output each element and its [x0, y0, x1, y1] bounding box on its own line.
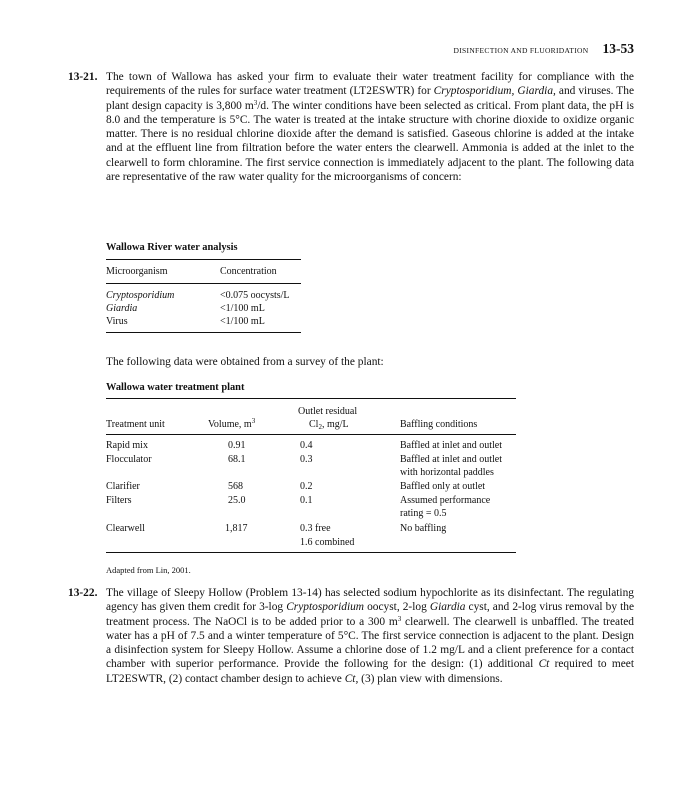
- plant-cell-baffling: Baffled at inlet and outlet: [400, 440, 503, 451]
- plant-cell-baffling: Baffled only at outlet: [400, 481, 486, 492]
- plant-cell-residual: 0.1: [300, 495, 313, 506]
- plant-cell-residual: 0.4: [300, 440, 313, 451]
- plant-cell-baffling: No baffling: [400, 523, 447, 534]
- river-row-organism: Virus: [106, 316, 128, 327]
- page-number: 13-53: [602, 41, 634, 56]
- plant-cell-unit: Filters: [106, 495, 132, 506]
- problem-13-22: [68, 586, 634, 686]
- river-row-organism: Giardia: [106, 303, 138, 314]
- plant-cell-baffling-cont: rating = 0.5: [400, 508, 447, 519]
- plant-cell-unit: Flocculator: [106, 454, 152, 465]
- plant-cell-unit: Rapid mix: [106, 440, 148, 451]
- river-row-concentration: <0.075 oocysts/L: [220, 290, 290, 301]
- table-rule-top: [106, 398, 516, 399]
- table-rule-bottom: [106, 332, 301, 333]
- plant-cell-residual-cont: 1.6 combined: [300, 537, 355, 548]
- plant-cell-volume: 68.1: [228, 454, 246, 465]
- river-row-concentration: <1/100 mL: [220, 303, 265, 314]
- plant-table-title: Wallowa water treatment plant: [106, 382, 245, 393]
- problem-number: 13-21.: [68, 71, 98, 83]
- river-header-concentration: Concentration: [220, 266, 277, 277]
- plant-cell-unit: Clearwell: [106, 523, 145, 534]
- plant-header-unit: Treatment unit: [106, 419, 165, 430]
- table-rule-header: [106, 283, 301, 284]
- plant-cell-volume: 0.91: [228, 440, 246, 451]
- plant-cell-baffling-cont: with horizontal paddles: [400, 467, 494, 478]
- problem-text: The town of Wallowa has asked your firm to evaluate their water treatment facility for compliance with the requirements of the rules for surface water treatment (LT2ESWTR) for Cryptosporidium, Giardia, and viruses. The plant design capacity is 3,800 $m^3/d$. The winter conditions have been selected as critical. From plant data, the pH is 8.0 and the temperature is 5°C. The water is treated at the intake structure with chorine dioxide to oxidize organic matter. There is no residual chlorine dioxide after the demand is satisfied. Gaseous chlorine is added at the intake and at the effluent line from filtration before the water enters the clearwell. Ammonia is added at the inlet to the clearwell to form chloramine. The first service connection is immediately adjacent to the plant. The following data are representative of the raw water quality for the microorganisms of concern:: [106, 71, 635, 184]
- river-table-title: Wallowa River water analysis: [106, 242, 238, 253]
- problem-13-21: [68, 70, 634, 184]
- plant-cell-residual: 0.3: [300, 454, 313, 465]
- table-rule-header: [106, 434, 516, 435]
- problem-text: The village of Sleepy Hollow (Problem 13-14) has selected sodium hypochlorite as its disinfectant. The regulating agency has given them credit for 3-log Cryptosporidium oocyst, 2-log Giardia cyst, and 2-log virus removal by the treatment process. The NaOCl is to be added prior to a 300 $m^3$ clearwell. The clearwell is unbaffled. The treated water has a pH of 7.5 and a winter temperature of 5°C. The first service connection is adjacent to the plant. Design a disinfection system for Sleepy Hollow. Assume a chlorine dose of 1.2 mg/L and a client preference for a contact chamber with superior performance. Provide the following for the design: (1) additional Ct required to meet LT2ESWTR, (2) contact chamber design to achieve Ct, (3) plan view with dimensions.: [106, 587, 634, 685]
- problem-number: 13-22.: [68, 587, 98, 599]
- plant-cell-unit: Clarifier: [106, 481, 140, 492]
- table-rule-bottom: [106, 552, 516, 553]
- plant-header-residual-units: $Cl_2$, mg/L: [309, 419, 349, 431]
- plant-cell-baffling: Baffled at inlet and outlet: [400, 454, 503, 465]
- table-credit: Adapted from Lin, 2001.: [106, 565, 191, 575]
- river-row-organism: Cryptosporidium: [106, 290, 175, 301]
- plant-header-residual: Outlet residual: [298, 406, 358, 417]
- plant-cell-residual: 0.3 free: [300, 523, 331, 534]
- section-title: DISINFECTION AND FLUORIDATION: [453, 46, 589, 55]
- organism-names: Cryptosporidium, Giardia,: [433, 85, 556, 98]
- plant-cell-volume: 1,817: [225, 523, 248, 534]
- river-row-concentration: <1/100 mL: [220, 316, 265, 327]
- survey-text: The following data were obtained from a survey of the plant:: [106, 356, 384, 368]
- running-head: [454, 41, 634, 57]
- plant-cell-residual: 0.2: [300, 481, 313, 492]
- table-rule-top: [106, 259, 301, 260]
- plant-header-baffling: Baffling conditions: [400, 419, 478, 430]
- river-header-microorganism: Microorganism: [106, 266, 168, 277]
- plant-cell-baffling: Assumed performance: [400, 495, 491, 506]
- plant-header-volume: Volume, $m^3$: [208, 417, 256, 430]
- plant-cell-volume: 25.0: [228, 495, 246, 506]
- plant-cell-volume: 568: [228, 481, 243, 492]
